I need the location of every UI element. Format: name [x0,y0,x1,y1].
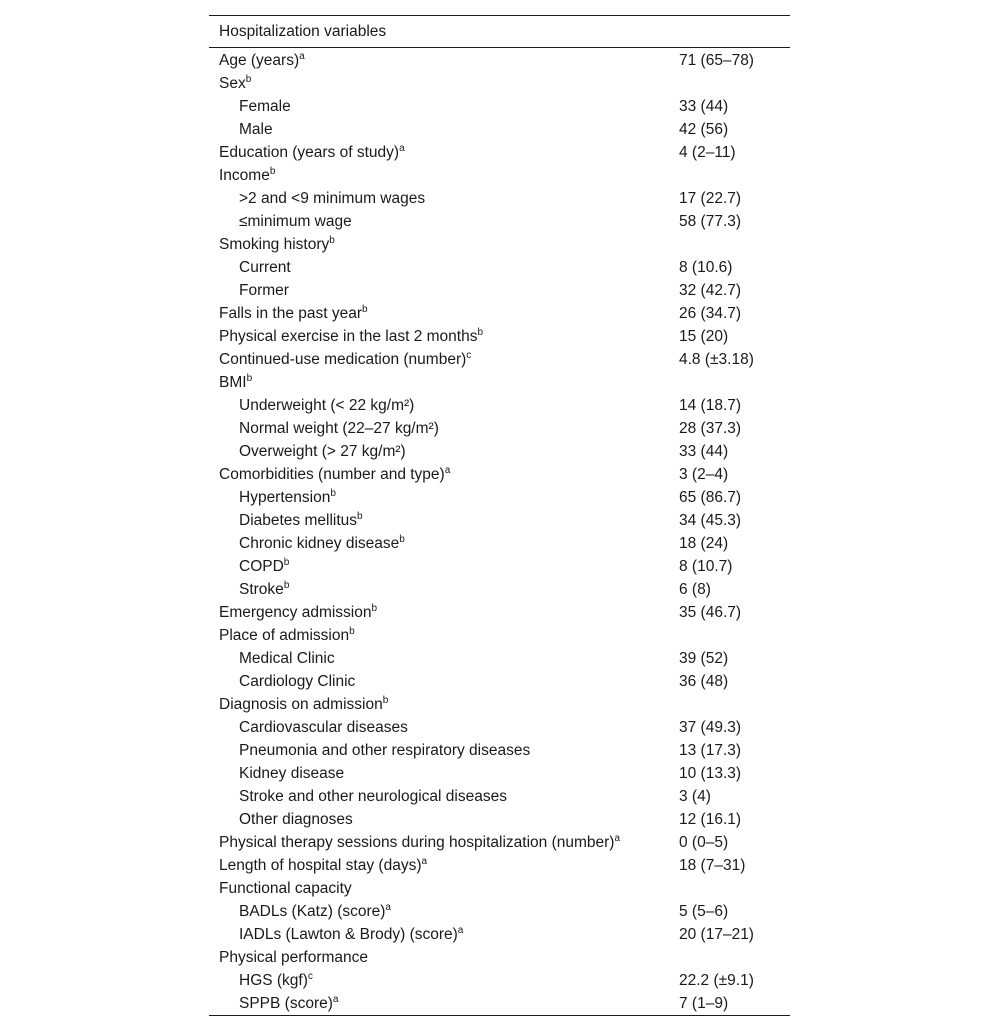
variable-label-cell [209,302,679,325]
variable-value: 8 (10.6) [679,259,733,276]
variable-label: Male [239,121,273,138]
variable-value [679,233,790,256]
variable-value: 10 (13.3) [679,765,742,782]
footnote-marker: b [283,557,290,568]
footnote-marker: b [329,235,335,246]
variable-label: Income [219,167,270,184]
variable-label: Diabetes mellitus [239,512,358,529]
footnote-marker: b [245,74,252,85]
table-row [209,325,790,348]
table-row [209,716,790,739]
footnote-marker: a [385,902,391,913]
variable-label: Emergency admission [219,604,372,621]
variable-value: 42 (56) [679,121,729,138]
variable-label-cell [209,486,679,509]
variable-label: Sex [219,75,246,92]
footnote-marker: b [382,695,389,706]
variable-label-cell [209,877,679,900]
table-row [209,371,790,394]
table-row [209,509,790,532]
variable-label-cell [209,279,679,302]
variable-label: Diagnosis on admission [219,696,383,713]
variable-label: IADLs (Lawton & Brody) (score) [239,926,458,943]
variable-label: Functional capacity [219,880,352,897]
table-row [209,164,790,187]
variable-value: 17 (22.7) [679,190,742,207]
hospitalization-variables-table [209,15,790,1016]
footnote-marker: b [357,511,363,522]
variable-value: 58 (77.3) [679,213,742,230]
footnote-marker: b [349,626,355,637]
variable-label: Medical Clinic [239,650,335,667]
variable-label: SPPB (score) [239,995,333,1012]
table-row [209,854,790,877]
variable-label-cell [209,693,679,716]
footnote-marker: a [421,856,428,867]
table-row [209,141,790,164]
table-row [209,693,790,716]
table-row [209,256,790,279]
variable-label-cell [209,463,679,486]
variable-label-cell [209,601,679,624]
variable-value: 18 (24) [679,535,729,552]
variable-label: Education (years of study) [219,144,400,161]
variable-value: 37 (49.3) [679,719,742,736]
footnote-marker: b [477,327,484,338]
variable-label: ≤minimum wage [239,213,352,230]
table-row [209,417,790,440]
table-row [209,877,790,900]
hospitalization-table-container [209,15,790,1016]
footnote-marker: a [299,51,305,62]
variable-value: 34 (45.3) [679,512,742,529]
variable-value: 12 (16.1) [679,811,742,828]
footnote-marker: a [332,994,339,1005]
footnote-marker: a [444,465,451,476]
variable-value: 26 (34.7) [679,305,742,322]
variable-label: Other diagnoses [239,811,353,828]
variable-value: 33 (44) [679,443,729,460]
table-row [209,831,790,854]
table-row [209,463,790,486]
variable-label-cell [209,555,679,578]
variable-value: 5 (5–6) [679,903,729,920]
variable-label: Stroke [239,581,284,598]
variable-label-cell [209,118,679,141]
variable-label: Continued-use medication (number) [219,351,467,368]
table-row [209,302,790,325]
variable-label-cell [209,48,679,73]
table-row [209,48,790,73]
variable-value: 6 (8) [679,581,711,598]
table-row [209,187,790,210]
variable-label: COPD [239,558,284,575]
table-row [209,624,790,647]
variable-label-cell [209,831,679,854]
table-row [209,486,790,509]
variable-value: 14 (18.7) [679,397,742,414]
variable-value: 3 (4) [679,788,711,805]
variable-label-cell [209,762,679,785]
footnote-marker: b [371,603,378,614]
table-header-cell: Hospitalization variables [209,16,790,48]
variable-value [679,624,790,647]
variable-value: 65 (86.7) [679,489,742,506]
variable-label: Kidney disease [239,765,345,782]
variable-label-cell [209,854,679,877]
variable-value: 71 (65–78) [679,52,754,69]
variable-label: >2 and <9 minimum wages [239,190,426,207]
table-row [209,647,790,670]
table-row [209,739,790,762]
footnote-marker: b [269,166,276,177]
table-row [209,555,790,578]
variable-value: 7 (1–9) [679,992,790,1016]
variable-value [679,693,790,716]
variable-label-cell [209,808,679,831]
table-row [209,118,790,141]
table-row [209,279,790,302]
variable-label-cell [209,394,679,417]
variable-value: 18 (7–31) [679,857,746,874]
variable-label-cell [209,900,679,923]
variable-label-cell [209,624,679,647]
variable-label: Smoking history [219,236,330,253]
variable-value: 4.8 (±3.18) [679,351,754,368]
variable-label-cell [209,785,679,808]
table-row [209,348,790,371]
variable-value [679,164,790,187]
variable-label: Cardiology Clinic [239,673,356,690]
variable-label-cell [209,210,679,233]
variable-value: 4 (2–11) [679,144,736,161]
variable-label-cell [209,923,679,946]
table-row [209,72,790,95]
variable-label-cell [209,256,679,279]
variable-label: BADLs (Katz) (score) [239,903,386,920]
variable-label: Female [239,98,291,115]
table-row [209,532,790,555]
variable-value: 28 (37.3) [679,420,742,437]
variable-label-cell [209,348,679,371]
variable-label: BMI [219,374,247,391]
table-header-row [209,16,790,48]
table-row [209,923,790,946]
table-row [209,900,790,923]
footnote-marker: c [466,350,472,361]
variable-label-cell [209,509,679,532]
variable-label: Place of admission [219,627,350,644]
variable-label: Current [239,259,291,276]
table-header [209,16,790,48]
table-row [209,969,790,992]
table-row [209,394,790,417]
variable-value: 3 (2–4) [679,466,729,483]
table-row [209,210,790,233]
table-row [209,992,790,1016]
footnote-marker: b [399,534,405,545]
variable-label-cell [209,716,679,739]
variable-label-cell [209,578,679,601]
footnote-marker: b [246,373,253,384]
variable-label-cell [209,670,679,693]
variable-label: Length of hospital stay (days) [219,857,422,874]
table-body [209,48,790,1016]
variable-label-cell [209,969,679,992]
variable-value [679,72,790,95]
variable-value: 22.2 (±9.1) [679,972,754,989]
variable-value [679,946,790,969]
variable-label-cell [209,233,679,256]
footnote-marker: c [307,971,313,982]
variable-value: 35 (46.7) [679,604,742,621]
variable-label-cell [209,946,679,969]
variable-value: 0 (0–5) [679,834,729,851]
variable-label-cell [209,325,679,348]
variable-label: Cardiovascular diseases [239,719,408,736]
footnote-marker: a [399,143,405,154]
variable-label: Normal weight (22–27 kg/m²) [239,420,439,437]
variable-label-cell [209,187,679,210]
footnote-marker: a [457,925,464,936]
table-row [209,670,790,693]
variable-value: 39 (52) [679,650,729,667]
variable-label-cell [209,532,679,555]
variable-value: 32 (42.7) [679,282,742,299]
table-row [209,95,790,118]
variable-label: Overweight (> 27 kg/m²) [239,443,406,460]
variable-value: 20 (17–21) [679,926,754,943]
variable-label: Physical therapy sessions during hospitalization (number) [219,834,615,851]
variable-label-cell [209,992,679,1016]
variable-label: HGS (kgf) [239,972,308,989]
footnote-marker: b [283,580,290,591]
variable-label-cell [209,647,679,670]
table-row [209,785,790,808]
table-row [209,808,790,831]
variable-label-cell [209,739,679,762]
footnote-marker: b [330,488,336,499]
variable-value: 8 (10.7) [679,558,733,575]
table-row [209,440,790,463]
variable-label: Physical exercise in the last 2 months [219,328,478,345]
variable-label: Physical performance [219,949,369,966]
variable-label: Chronic kidney disease [239,535,400,552]
variable-label: Stroke and other neurological diseases [239,788,507,805]
variable-label: Former [239,282,289,299]
table-row [209,601,790,624]
variable-label-cell [209,417,679,440]
variable-label: Comorbidities (number and type) [219,466,445,483]
variable-label-cell [209,371,679,394]
table-row [209,946,790,969]
variable-label-cell [209,164,679,187]
variable-value [679,371,790,394]
variable-label-cell [209,72,679,95]
variable-label: Pneumonia and other respiratory diseases [239,742,531,759]
variable-label-cell [209,141,679,164]
variable-value [679,877,790,900]
variable-label: Age (years) [219,52,300,69]
variable-value: 33 (44) [679,98,729,115]
variable-value: 36 (48) [679,673,729,690]
variable-label-cell [209,95,679,118]
table-row [209,233,790,256]
variable-value: 15 (20) [679,328,729,345]
variable-label: Falls in the past year [219,305,363,322]
table-row [209,762,790,785]
footnote-marker: a [614,833,621,844]
variable-label: Underweight (< 22 kg/m²) [239,397,415,414]
footnote-marker: b [362,304,368,315]
variable-label: Hypertension [239,489,331,506]
variable-label-cell [209,440,679,463]
table-row [209,578,790,601]
variable-value: 13 (17.3) [679,742,742,759]
